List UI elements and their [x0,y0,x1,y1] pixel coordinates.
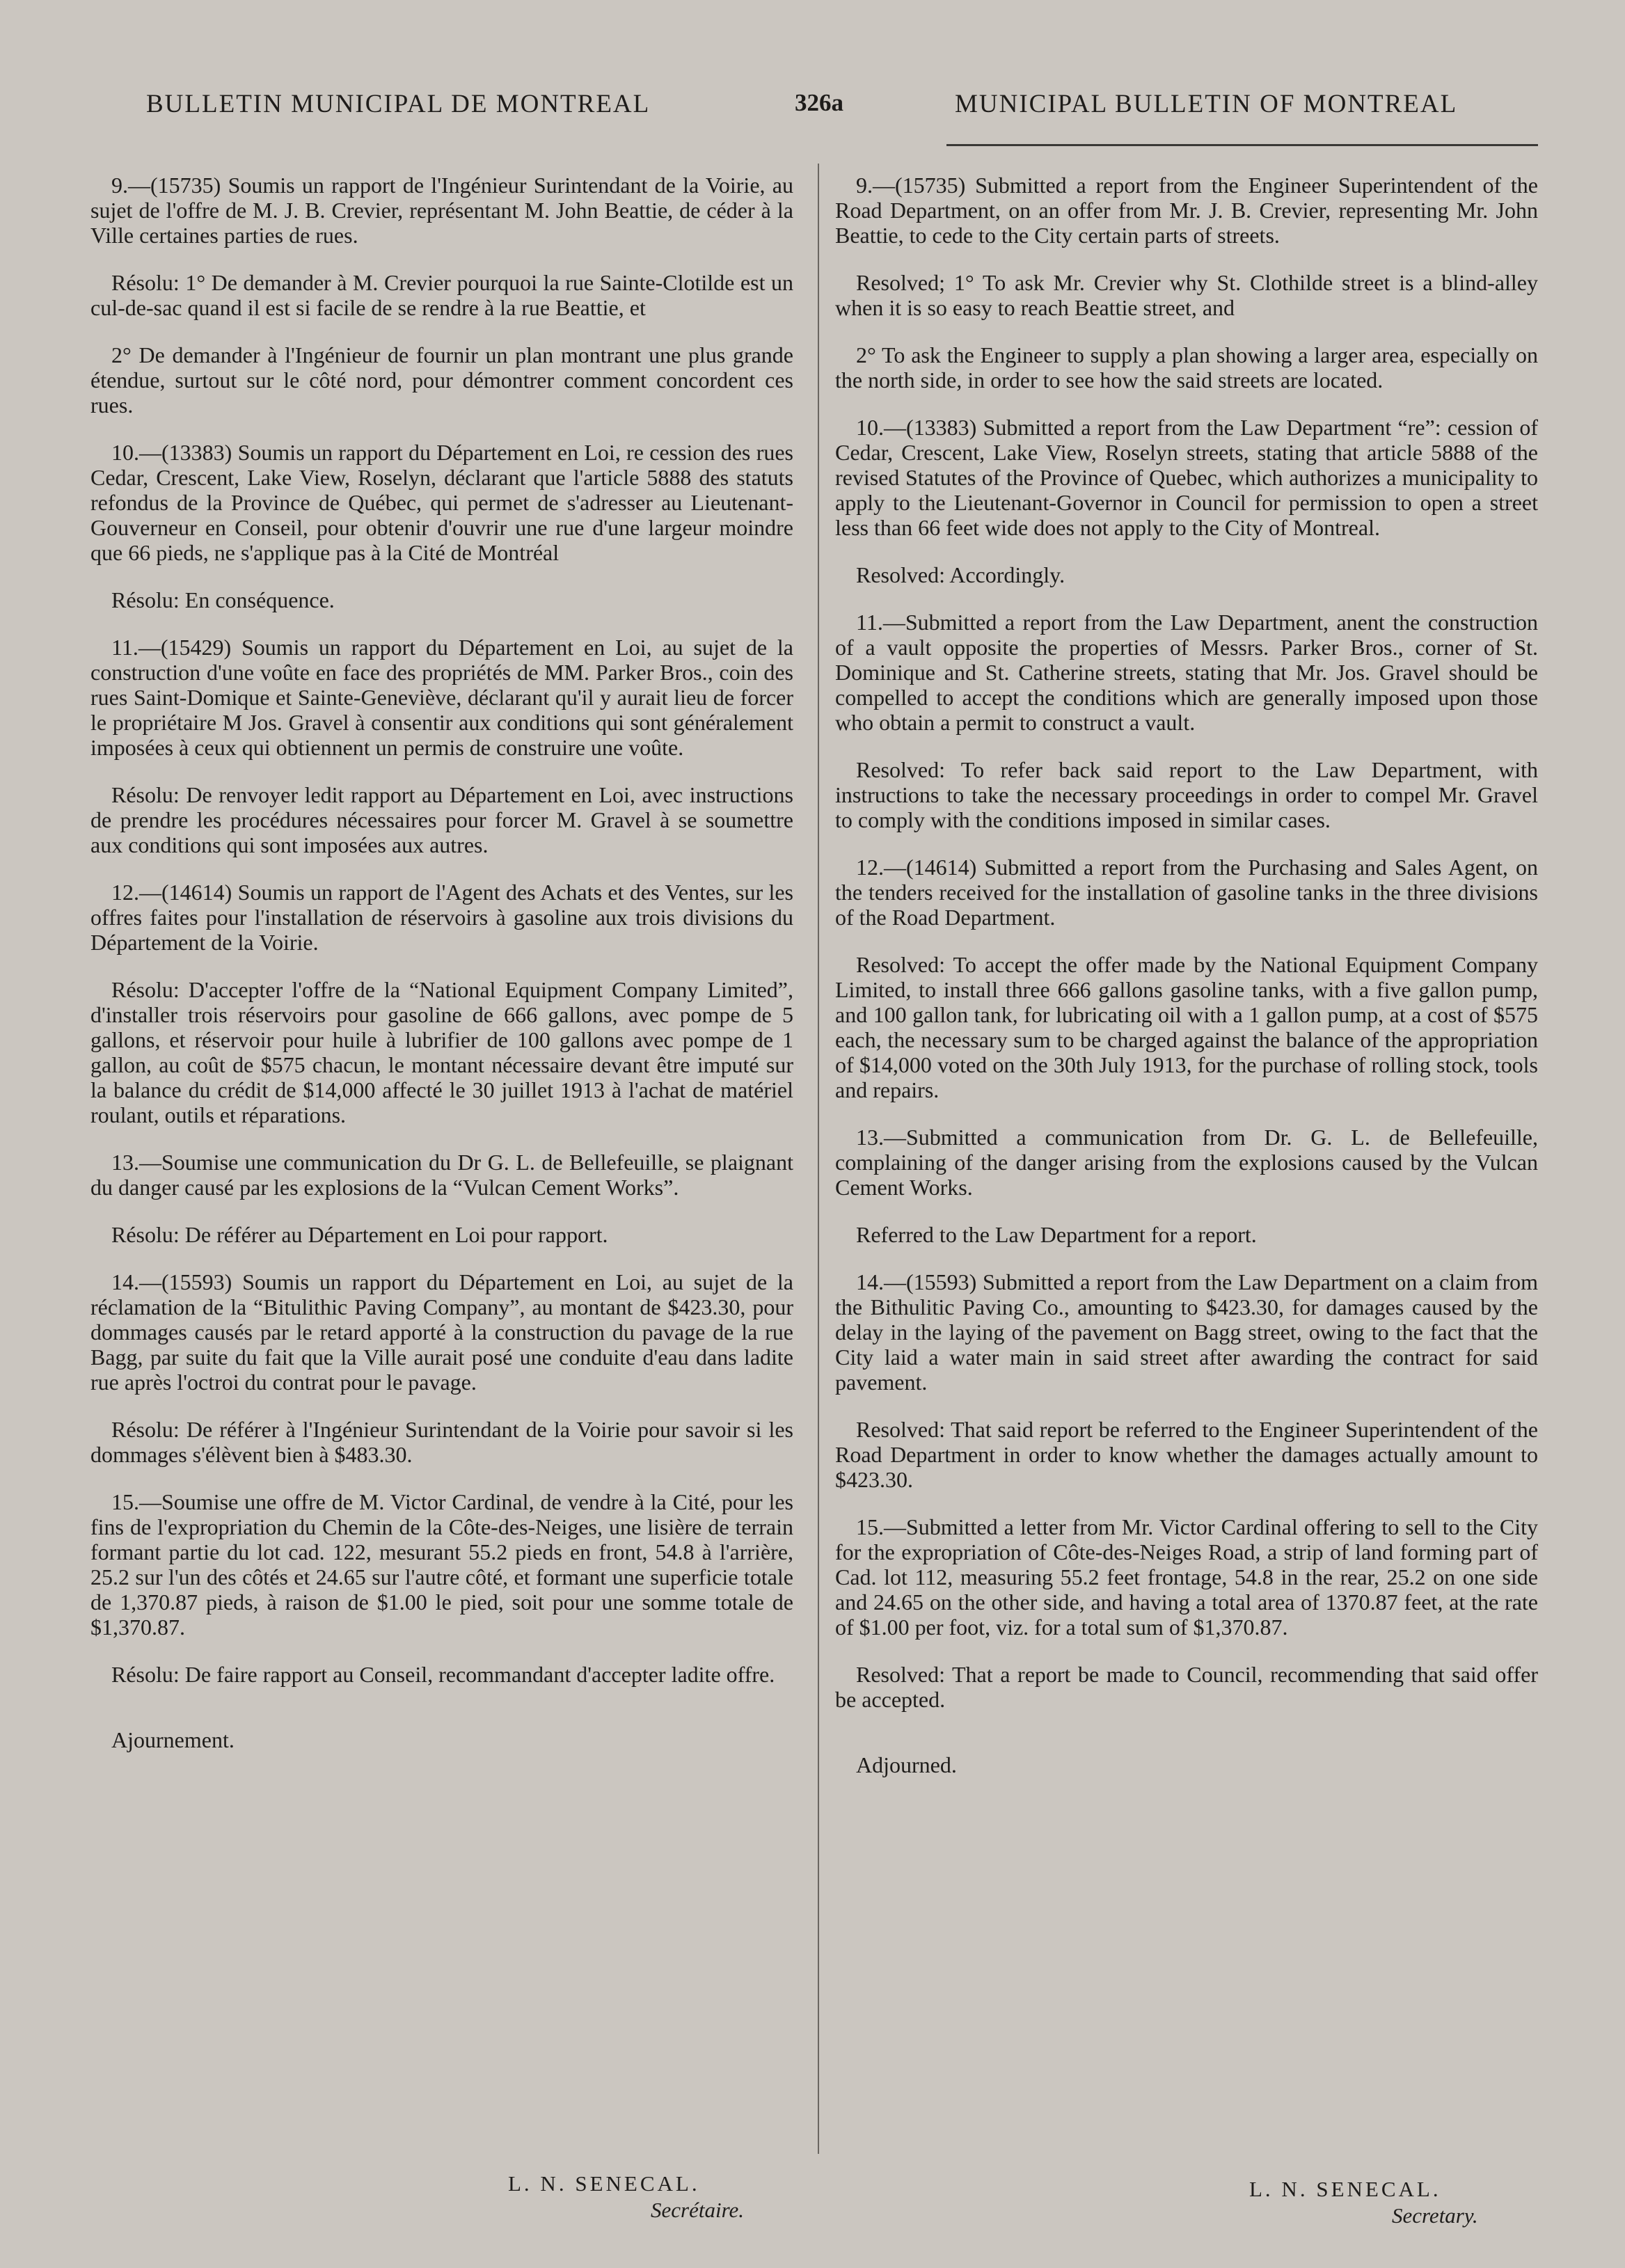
page-number: 326a [795,89,843,116]
english-column [835,173,1538,1800]
english-signature [1249,2177,1478,2228]
fr-resolution-11: Résolu: De renvoyer ledit rapport au Département en Loi, avec instructions de prendre les procédures nécessaires pour forcer M. Gravel à se soumettre aux conditions qui sont imposées aux autres. [90,782,793,857]
en-signature-title: Secretary. [1392,2203,1478,2228]
fr-item-9: 9.—(15735) Soumis un rapport de l'Ingénieur Surintendant de la Voirie, au sujet de l'offre de M. J. B. Crevier, représentant M. John Beattie, de céder à la Ville certaines parties de rues. [90,173,793,248]
fr-item-11: 11.—(15429) Soumis un rapport du Département en Loi, au sujet de la construction d'une voûte en face des propriétés de MM. Parker Bros., coin des rues Saint-Domique et Sainte-Geneviève, déclarant qu'il y aurait lieu de forcer le propriétaire M Jos. Gravel à consentir aux conditions qui sont généralement imposées à ceux qui obtiennent un permis de construire une voûte. [90,635,793,760]
en-resolution-15: Resolved: That a report be made to Council, recommending that said offer be accepted. [835,1662,1538,1712]
header-english-title: MUNICIPAL BULLETIN OF MONTREAL [955,90,1458,118]
fr-resolution-14: Résolu: De référer à l'Ingénieur Surintendant de la Voirie pour savoir si les dommages s'élèvent bien à $483.30. [90,1417,793,1467]
fr-resolution-13: Résolu: De référer au Département en Loi pour rapport. [111,1222,608,1247]
en-signature-name: L. N. SENECAL. [1249,2177,1441,2201]
en-item-13: 13.—Submitted a communication from Dr. G. L. de Bellefeuille, complaining of the danger arising from the explosions caused by the Vulcan Cement Works. [835,1125,1538,1200]
column-divider [818,164,819,2154]
fr-resolution-10: Résolu: En conséquence. [111,587,335,612]
en-resolution-12: Resolved: To accept the offer made by the National Equipment Company Limited, to install three 666 gallons gasoline tanks, with a five gallon pump, and 100 gallon tank, for lubricating oil with a 1 gallon pump, at a cost of $575 each, the necessary sum to be charged against the balance of the appropriation of $14,000 voted on the 30th July 1913, for the purchase of rolling stock, tools and repairs. [835,952,1538,1102]
en-item-10: 10.—(13383) Submitted a report from the Law Department “re”: cession of Cedar, Crescent, Lake View, Roselyn streets, stating that article 5888 of the revised Statutes of the Province of Quebec, which authorizes a municipality to apply to the Lieutenant-Governor in Council for permission to open a street less than 66 feet wide does not apply to the City of Montreal. [835,415,1538,540]
en-resolution-9b: 2° To ask the Engineer to supply a plan showing a larger area, especially on the north side, in order to see how the said streets are located. [835,342,1538,392]
en-item-11: 11.—Submitted a report from the Law Department, anent the construction of a vault opposite the properties of Messrs. Parker Bros., corner of St. Dominique and St. Catherine streets, stating that Mr. Jos. Gravel should be compelled to accept the conditions which are generally imposed upon those who obtain a permit to construct a vault. [835,610,1538,735]
fr-resolution-9b: 2° De demander à l'Ingénieur de fournir un plan montrant une plus grande étendue, surtout sur le côté nord, pour démontrer comment concordent ces rues. [90,342,793,418]
french-column [90,173,793,1775]
en-resolution-10: Resolved: Accordingly. [856,562,1065,587]
fr-item-14: 14.—(15593) Soumis un rapport du Département en Loi, au sujet de la réclamation de la “Bitulithic Paving Company”, au montant de $423.30, pour dommages causés par le retard apporté à la construction du pavage de la rue Bagg, par suite du fait que la Ville aurait posé une conduite d'eau dans ladite rue après l'octroi du contrat pour le pavage. [90,1269,793,1395]
fr-item-10: 10.—(13383) Soumis un rapport du Département en Loi, re cession des rues Cedar, Crescent, Lake View, Roselyn, déclarant que l'article 5888 des statuts refondus de la Province de Québec, qui permet de s'adresser au Lieutenant-Gouverneur en Conseil, pour obtenir d'ouvrir une rue d'une largeur moindre que 66 pieds, ne s'applique pas à la Cité de Montréal [90,440,793,565]
en-item-14: 14.—(15593) Submitted a report from the Law Department on a claim from the Bithulitic Paving Co., amounting to $423.30, for damages caused by the delay in the laying of the pavement on Bagg street, owing to the fact that the City laid a water main in said street after awarding the contract for said pavement. [835,1269,1538,1395]
en-item-12: 12.—(14614) Submitted a report from the Purchasing and Sales Agent, on the tenders received for the installation of gasoline tanks in the three divisions of the Road Department. [835,855,1538,930]
en-adjournment: Adjourned. [856,1752,957,1777]
en-resolution-9a: Resolved; 1° To ask Mr. Crevier why St. Clothilde street is a blind-alley when it is so easy to reach Beattie street, and [835,270,1538,320]
page-header [0,89,1625,131]
en-item-15: 15.—Submitted a letter from Mr. Victor Cardinal offering to sell to the City for the expropriation of Côte-des-Neiges Road, a strip of land forming part of Cad. lot 112, measuring 55.2 feet frontage, 54.8 in the rear, 25.2 on one side and 24.65 on the other side, and having a total area of 1370.87 feet, at the rate of $1.00 per foot, viz. for a total sum of $1,370.87. [835,1514,1538,1640]
en-resolution-11: Resolved: To refer back said report to the Law Department, with instructions to take the necessary proceedings in order to compel Mr. Gravel to comply with the conditions imposed in similar cases. [835,757,1538,832]
fr-signature-title: Secrétaire. [651,2198,744,2222]
fr-resolution-9a: Résolu: 1° De demander à M. Crevier pourquoi la rue Sainte-Clotilde est un cul-de-sac quand il est si facile de se rendre à la rue Beattie, et [90,270,793,320]
fr-resolution-12: Résolu: D'accepter l'offre de la “National Equipment Company Limited”, d'installer trois réservoirs pour gasoline de 666 gallons, avec pompe de 5 gallons, et réservoir pour huile à lubrifier de 100 gallons avec pompe de 1 gallon, au coût de $575 chacun, le montant nécessaire devant être imputé sur la balance du crédit de $14,000 affecté le 30 juillet 1913 à l'achat de matériel roulant, outils et réparations. [90,977,793,1127]
fr-item-13: 13.—Soumise une communication du Dr G. L. de Bellefeuille, se plaignant du danger causé par les explosions de la “Vulcan Cement Works”. [90,1150,793,1200]
fr-signature-name: L. N. SENECAL. [508,2171,700,2196]
header-rule [946,144,1538,146]
fr-resolution-15: Résolu: De faire rapport au Conseil, recommandant d'accepter ladite offre. [111,1662,775,1687]
header-french-title: BULLETIN MUNICIPAL DE MONTREAL [146,90,651,118]
en-item-9: 9.—(15735) Submitted a report from the Engineer Superintendent of the Road Department, on an offer from Mr. J. B. Crevier, representing Mr. John Beattie, to cede to the City certain parts of streets. [835,173,1538,248]
en-resolution-14: Resolved: That said report be referred to the Engineer Superintendent of the Road Department in order to know whether the damages actually amount to $423.30. [835,1417,1538,1492]
fr-adjournment: Ajournement. [111,1727,235,1752]
french-signature [508,2171,744,2223]
fr-item-12: 12.—(14614) Soumis un rapport de l'Agent des Achats et des Ventes, sur les offres faites pour l'installation de réservoirs à gasoline aux trois divisions du Département de la Voirie. [90,880,793,955]
fr-item-15: 15.—Soumise une offre de M. Victor Cardinal, de vendre à la Cité, pour les fins de l'expropriation du Chemin de la Côte-des-Neiges, une lisière de terrain formant partie du lot cad. 122, mesurant 55.2 pieds en front, 54.8 à l'arrière, 25.2 sur l'un des côtés et 24.65 sur l'autre côté, et formant une superficie totale de 1,370.87 pieds, à raison de $1.00 le pied, soit pour une somme totale de $1,370.87. [90,1489,793,1640]
en-resolution-13: Referred to the Law Department for a report. [856,1222,1257,1247]
